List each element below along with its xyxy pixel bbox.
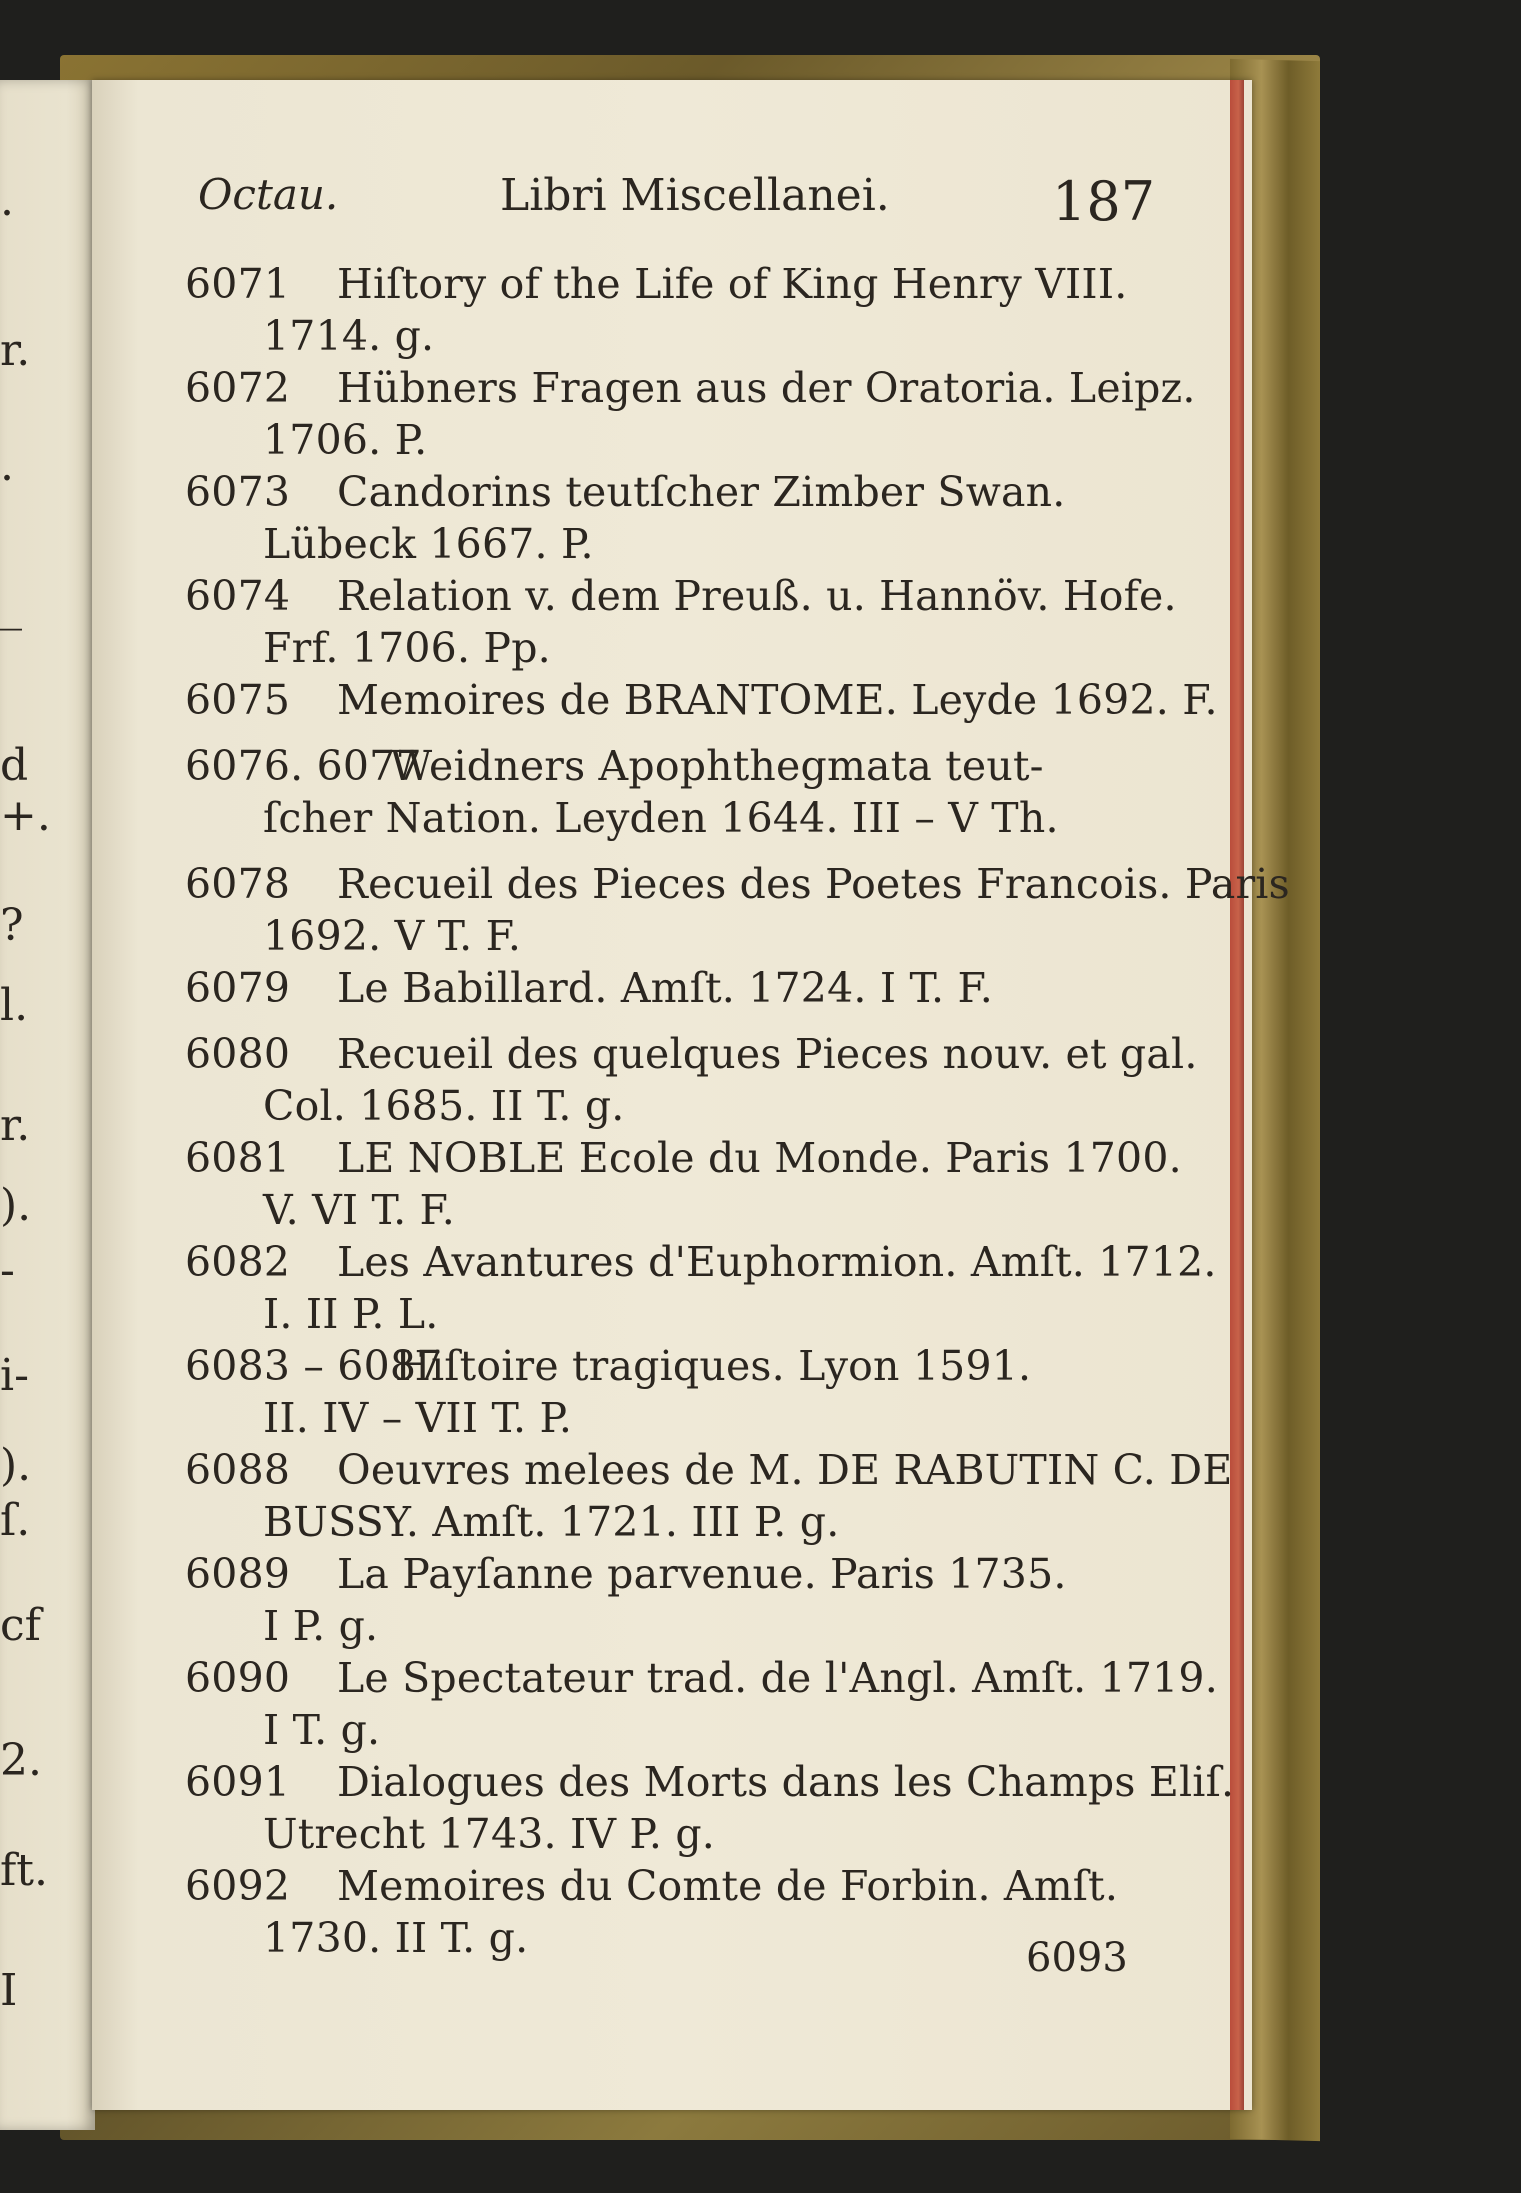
- entry-imprint: I. II P. L.: [263, 1290, 439, 1338]
- entry-number: 6073: [185, 468, 291, 516]
- entry-number: 6090: [185, 1654, 291, 1702]
- facing-fragment: ft.: [0, 1845, 48, 1896]
- entry-number: 6091: [185, 1758, 291, 1806]
- facing-fragment: .: [0, 440, 14, 491]
- page-header: [0, 170, 1521, 240]
- entry-number: 6078: [185, 860, 291, 908]
- entry-number: 6080: [185, 1030, 291, 1078]
- facing-fragment: d: [0, 740, 29, 791]
- facing-fragment: cf: [0, 1600, 41, 1651]
- catalog-entry: [185, 570, 1177, 674]
- facing-page: [0, 80, 95, 2130]
- catalog-entry: [185, 466, 1145, 570]
- entry-imprint: I P. g.: [263, 1602, 379, 1650]
- entry-imprint: V. VI T. F.: [263, 1186, 456, 1234]
- entry-title: Hiſtoire tragiques. Lyon 1591.: [395, 1342, 1032, 1390]
- entry-number: 6072: [185, 364, 291, 412]
- catalog-entry: [185, 740, 1145, 844]
- catalog-entry: [185, 1028, 1198, 1132]
- entry-number: 6088: [185, 1446, 291, 1494]
- catalog-entry: [185, 1652, 1218, 1756]
- entry-title: Recueil des Pieces des Poetes Francois. Paris: [337, 860, 1290, 908]
- catalog-entry: [185, 258, 1145, 362]
- facing-fragment: ).: [0, 1440, 32, 1491]
- entry-title: Oeuvres melees de M. DE RABUTIN C. DE: [337, 1446, 1233, 1494]
- catalog-entry: [185, 962, 1145, 1014]
- facing-fragment: ?: [0, 900, 24, 951]
- entry-number: 6074: [185, 572, 291, 620]
- entry-title: Weidners Apophthegmata teut-: [390, 742, 1044, 790]
- entry-imprint: 1714. g.: [263, 312, 435, 360]
- header-format: Octau.: [198, 170, 339, 219]
- facing-fragment: +.: [0, 790, 51, 841]
- catalog-entry: [185, 362, 1196, 466]
- facing-fragment: 2.: [0, 1735, 42, 1786]
- entry-imprint: I T. g.: [263, 1706, 381, 1754]
- entry-imprint: 1706. P.: [263, 416, 428, 464]
- entry-title: Dialogues des Morts dans les Champs Eliſ.: [337, 1758, 1235, 1806]
- facing-fragment: i-: [0, 1350, 29, 1401]
- catalog-entries: [185, 258, 1290, 1964]
- entry-imprint: Lübeck 1667. P.: [263, 520, 594, 568]
- entry-imprint: Utrecht 1743. IV P. g.: [263, 1810, 716, 1858]
- entry-number: 6081: [185, 1134, 291, 1182]
- facing-fragment: ).: [0, 1180, 32, 1231]
- facing-fragment: -: [0, 1245, 15, 1296]
- entry-number: 6083 – 6087: [185, 1342, 443, 1390]
- entry-title: Hübners Fragen aus der Oratoria. Leipz.: [337, 364, 1196, 412]
- entry-title: Candorins teutſcher Zimber Swan.: [337, 468, 1066, 516]
- facing-fragment: l.: [0, 980, 29, 1031]
- facing-fragment: ſ.: [0, 1495, 31, 1546]
- catalog-entry: [185, 1756, 1235, 1860]
- entry-title: Recueil des quelques Pieces nouv. et gal.: [337, 1030, 1198, 1078]
- entry-title: LE NOBLE Ecole du Monde. Paris 1700.: [337, 1134, 1182, 1182]
- entry-number: 6079: [185, 964, 291, 1012]
- entry-title: Le Spectateur trad. de l'Angl. Amſt. 1719.: [337, 1654, 1218, 1702]
- entry-title: Relation v. dem Preuß. u. Hannöv. Hofe.: [337, 572, 1177, 620]
- entry-number: 6075: [185, 676, 291, 724]
- entry-imprint: Frf. 1706. Pp.: [263, 624, 551, 672]
- entry-imprint: Col. 1685. II T. g.: [263, 1082, 625, 1130]
- page-number: 187: [1052, 170, 1156, 233]
- entry-imprint: 1692. V T. F.: [263, 912, 522, 960]
- catalog-entry: [185, 1548, 1145, 1652]
- entry-title: Hiſtory of the Life of King Henry VIII.: [337, 260, 1128, 308]
- facing-fragment: r.: [0, 1100, 31, 1151]
- entry-imprint: ſcher Nation. Leyden 1644. III – V Th.: [263, 794, 1059, 842]
- catalog-entry: [185, 1132, 1182, 1236]
- entry-number: 6071: [185, 260, 291, 308]
- entry-imprint: II. IV – VII T. P.: [263, 1394, 573, 1442]
- entry-number: 6082: [185, 1238, 291, 1286]
- entry-imprint: 1730. II T. g.: [263, 1914, 529, 1962]
- entry-title: Les Avantures d'Euphormion. Amſt. 1712.: [337, 1238, 1217, 1286]
- page-title: Libri Miscellanei.: [500, 170, 890, 221]
- facing-fragment: r.: [0, 325, 31, 376]
- catalog-entry: [185, 1340, 1145, 1444]
- catalog-entry: [185, 1860, 1145, 1964]
- entry-number: 6092: [185, 1862, 291, 1910]
- catalog-entry: [185, 674, 1218, 726]
- catalog-entry: [185, 858, 1290, 962]
- entry-title: La Payſanne parvenue. Paris 1735.: [337, 1550, 1067, 1598]
- entry-title: Memoires du Comte de Forbin. Amſt.: [337, 1862, 1119, 1910]
- facing-fragment: _: [0, 580, 22, 631]
- catalog-entry: [185, 1444, 1233, 1548]
- facing-fragment: .: [0, 175, 14, 226]
- catalog-entry: [185, 1236, 1217, 1340]
- entry-title: Memoires de BRANTOME. Leyde 1692. F.: [337, 676, 1218, 724]
- entry-imprint: BUSSY. Amſt. 1721. III P. g.: [263, 1498, 840, 1546]
- entry-number: 6089: [185, 1550, 291, 1598]
- entry-title: Le Babillard. Amſt. 1724. I T. F.: [337, 964, 993, 1012]
- facing-fragment: I: [0, 1965, 18, 2016]
- entry-number: 6076. 6077: [185, 742, 422, 790]
- catchword: 6093: [1026, 1935, 1128, 1981]
